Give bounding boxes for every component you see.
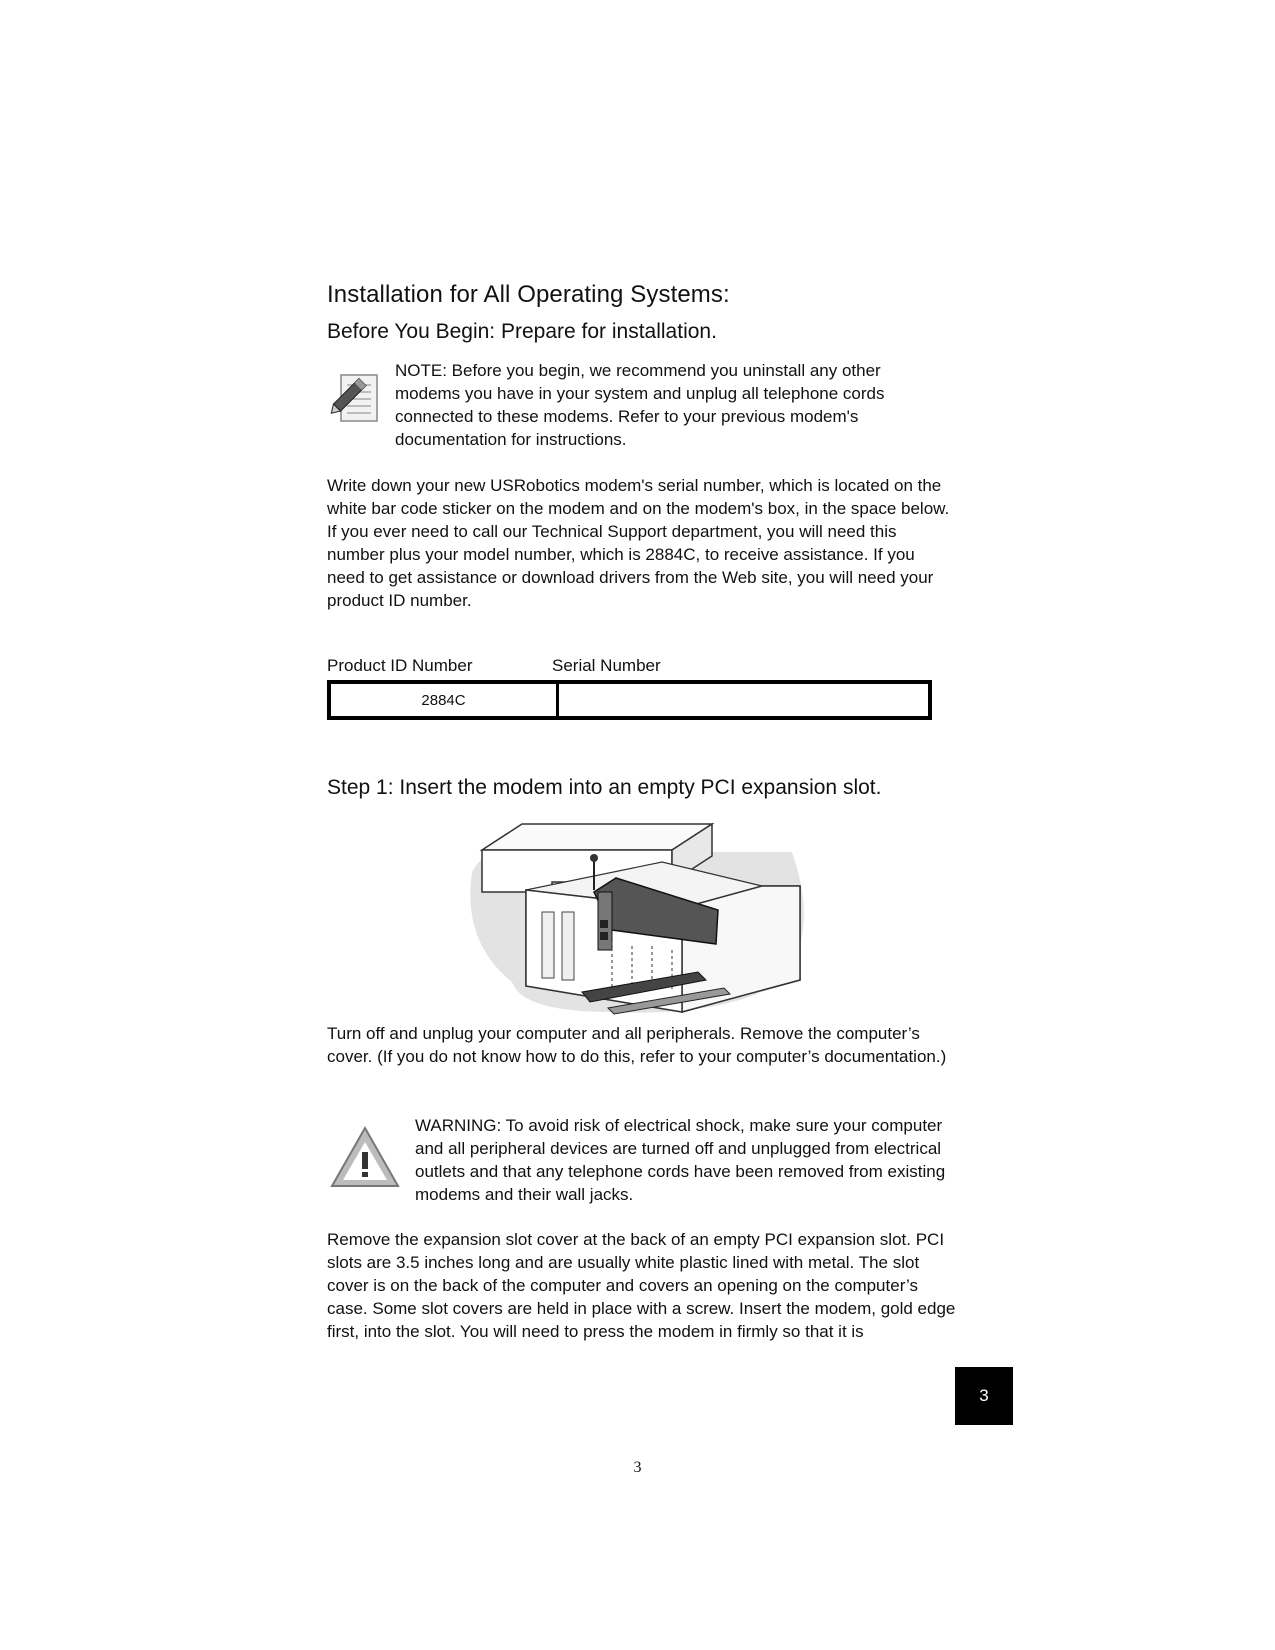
product-id-label: Product ID Number bbox=[327, 656, 473, 675]
serial-number-field bbox=[559, 684, 928, 716]
section-tab: 3 bbox=[955, 1367, 1013, 1425]
section-heading: Before You Begin: Prepare for installation. bbox=[327, 320, 717, 343]
id-table bbox=[327, 680, 932, 720]
serial-number-label: Serial Number bbox=[552, 656, 661, 675]
page-number: 3 bbox=[633, 1459, 642, 1476]
note-text: NOTE: Before you begin, we recommend you uninstall any other modems you have in your system and unplug all telephone cords connected to these modems. Refer to your previous modem's documentation for instructions. bbox=[395, 361, 885, 449]
warning-triangle-icon bbox=[329, 1124, 401, 1190]
page-title: Installation for All Operating Systems: bbox=[327, 281, 730, 308]
modem-installation-illustration bbox=[462, 812, 820, 1022]
step-1-heading: Step 1: Insert the modem into an empty PCI expansion slot. bbox=[327, 776, 882, 799]
step-1-paragraph-1: Turn off and unplug your computer and all peripherals. Remove the computer’s cover. (If you do not know how to do this, refer to your computer’s documentation.) bbox=[327, 1024, 947, 1066]
step-1-paragraph-2: Remove the expansion slot cover at the back of an empty PCI expansion slot. PCI slots are 3.5 inches long and are usually white plastic lined with metal. The slot cover is on the back of the computer and covers an opening on the computer’s case. Some slot covers are held in place with a screw. Insert the modem, gold edge first, into the slot. You will need to press the modem in firmly so that it is bbox=[327, 1230, 956, 1341]
note-pencil-icon bbox=[327, 373, 381, 425]
intro-paragraph: Write down your new USRobotics modem's serial number, which is located on the white bar code sticker on the modem and on the modem's box, in the space below. If you ever need to call our Technical Support department, you will need this number plus your model number, which is 2884C, to receive assistance. If you need to get assistance or download drivers from the Web site, you will need your product ID number. bbox=[327, 476, 950, 610]
product-id-value: 2884C bbox=[331, 684, 559, 716]
warning-text: WARNING: To avoid risk of electrical shock, make sure your computer and all peripheral devices are turned off and unplugged from electrical outlets and that any telephone cords have been removed from existing modems and their wall jacks. bbox=[415, 1116, 946, 1204]
